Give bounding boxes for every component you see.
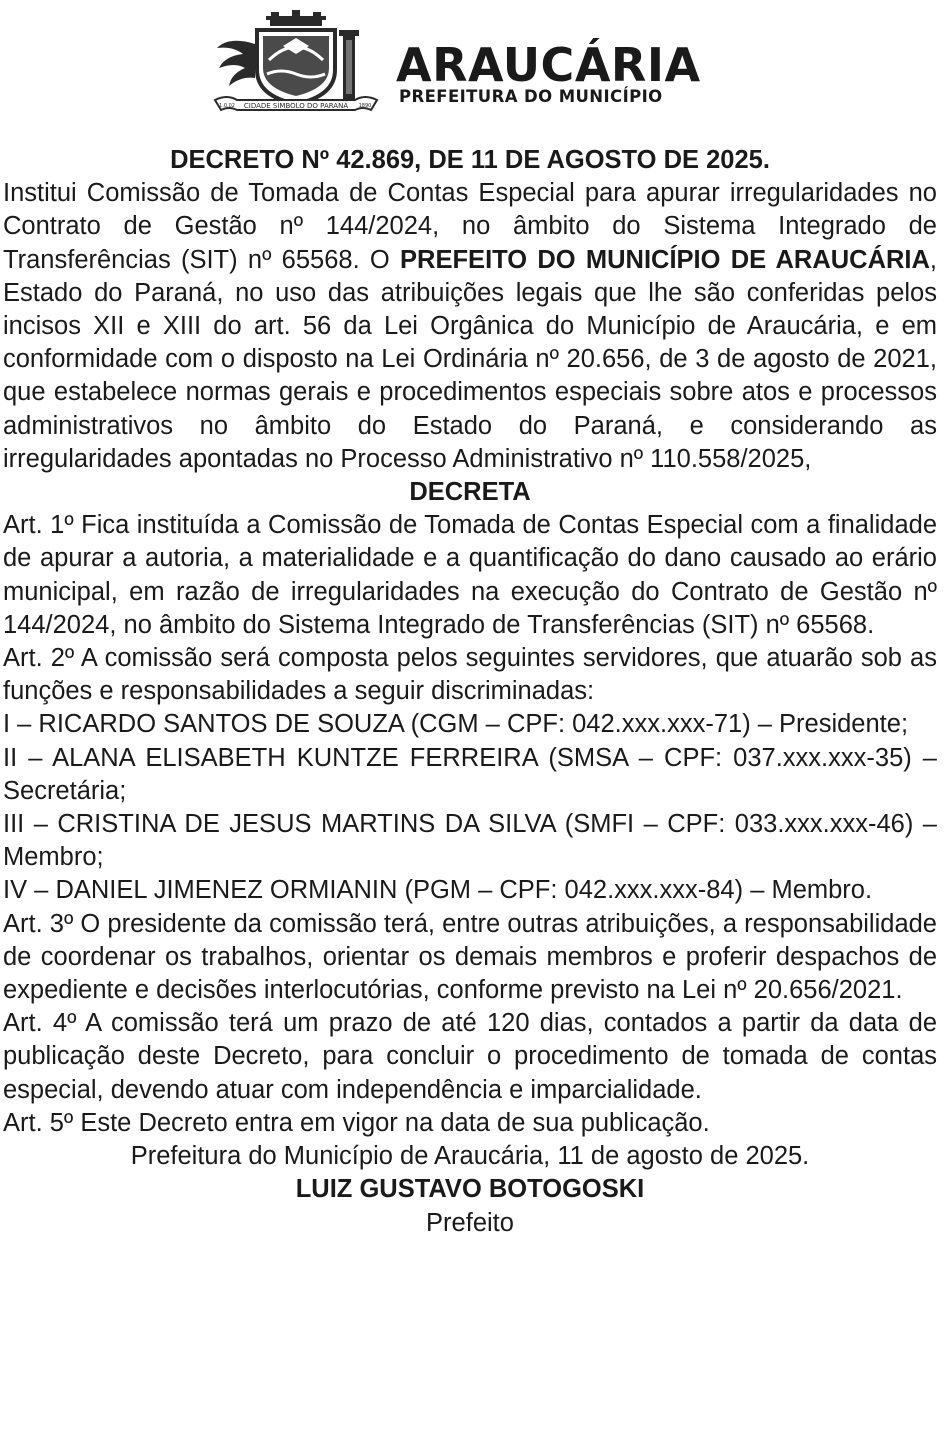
article-5: Art. 5º Este Decreto entra em vigor na data de sua publicação. <box>3 1108 710 1137</box>
decreta-heading: DECRETA <box>409 478 531 507</box>
svg-text:1890: 1890 <box>358 103 372 109</box>
signatory-name: LUIZ GUSTAVO BOTOGOSKI <box>295 1175 645 1204</box>
article-4: Art. 4º A comissão terá um prazo de até 120 dias, contados a partir da data de publicação deste Decreto, para concluir o procedimento de tomada de contas especial, devendo atuar com independência e imparcialidade. <box>3 1009 937 1104</box>
authority-name: PREFEITO DO MUNICÍPIO DE ARAUCÁRIA <box>400 245 930 274</box>
letterhead <box>3 0 937 140</box>
place-and-date: Prefeitura do Município de Araucária, 11 de agosto de 2025. <box>130 1142 810 1171</box>
signatory-role: Prefeito <box>426 1208 514 1237</box>
svg-text:1.0.02: 1.0.02 <box>219 103 235 109</box>
decree-body <box>3 144 937 1240</box>
article-3: Art. 3º O presidente da comissão terá, entre outras atribuições, a responsabilidade de coordenar os trabalhos, orientar os demais membros e proferir despachos de expediente e decisões interlocutórias, conforme previsto na Lei nº 20.656/2021. <box>3 909 937 1005</box>
municipal-coat-of-arms <box>211 10 381 122</box>
municipality-logo-text <box>396 38 701 106</box>
article-2: Art. 2º A comissão será composta pelos seguintes servidores, que atuarão sob as funções e responsabilidades a seguir discriminadas: <box>3 644 937 706</box>
member-item: IV – DANIEL JIMENEZ ORMIANIN (PGM – CPF: 042.xxx.xxx-84) – Membro. <box>3 876 873 905</box>
article-1: Art. 1º Fica instituída a Comissão de Tomada de Contas Especial com a finalidade de apurar a autoria, a materialidade e a quantificação do dano causado ao erário municipal, em razão de irregularidades na execução do Contrato de Gestão nº 144/2024, no âmbito do Sistema Integrado de Transferências (SIT) nº 65568. <box>3 511 937 639</box>
seal-motto: CIDADE SÍMBOLO DO PARANÁ <box>243 102 349 110</box>
member-item: I – RICARDO SANTOS DE SOUZA (CGM – CPF: 042.xxx.xxx-71) – Presidente; <box>3 710 909 739</box>
decree-title: DECRETO Nº 42.869, DE 11 DE AGOSTO DE 2025. <box>170 146 770 174</box>
brand-subtitle: PREFEITURA DO MUNICÍPIO <box>399 87 663 106</box>
member-item: III – CRISTINA DE JESUS MARTINS DA SILVA (SMFI – CPF: 033.xxx.xxx-46) – Membro; <box>3 810 937 872</box>
member-item: II – ALANA ELISABETH KUNTZE FERREIRA (SMSA – CPF: 037.xxx.xxx-35) – Secretária; <box>3 743 937 805</box>
brand-name: ARAUCÁRIA <box>396 38 701 92</box>
decree-preamble: Institui Comissão de Tomada de Contas Especial para apurar irregularidades no Contrato de Gestão nº 144/2024, no âmbito do Sistema Integrado de Transferências (SIT) nº 65568. O PREFEITO DO MUNICÍPIO DE ARAUCÁRIA, Estado do Paraná, no uso das atribuições legais que lhe são conferidas pelos incisos XII e XIII do art. 56 da Lei Orgânica do Município de Araucária, e em conformidade com o disposto na Lei Ordinária nº 20.656, de 3 de agosto de 2021, que estabelece normas gerais e procedimentos especiais sobre atos e processos administrativos no âmbito do Estado do Paraná, e considerando as irregularidades apontadas no Processo Administrativo nº 110.558/2025, <box>3 179 937 473</box>
